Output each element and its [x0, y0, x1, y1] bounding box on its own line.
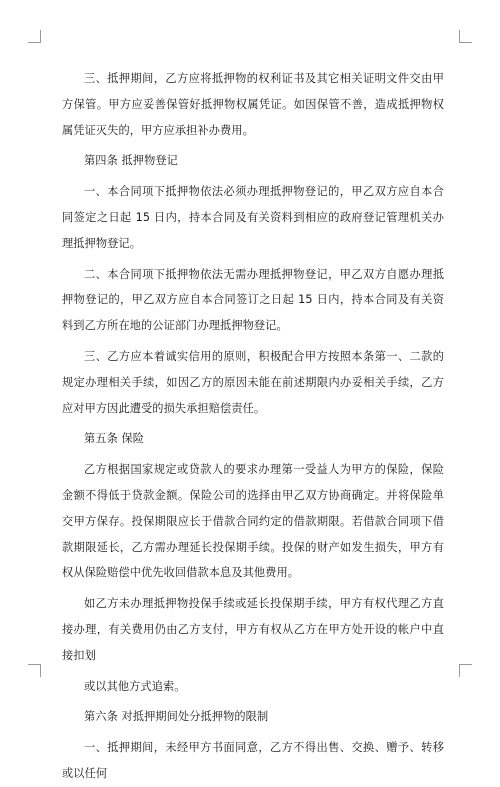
paragraph-disposal-restriction: 一、抵押期间，未经甲方书面同意，乙方不得出售、交换、赠予、转移或以任何: [62, 741, 444, 780]
document-page: [62, 66, 444, 787]
crop-mark-top-right: [459, 30, 472, 43]
section-heading-article-6: 第六条 对抵押期间处分抵押物的限制: [84, 710, 269, 724]
paragraph-mandatory-registration: 一、本合同项下抵押物依法必须办理抵押物登记的，甲乙双方应自本合同签定之日起 15 日内，持本合同及有关资料到相应的政府登记管理机关办理抵押物登记。: [62, 185, 444, 250]
paragraph-other-recourse: 或以其他方式追索。: [84, 679, 186, 693]
crop-mark-bottom-left: [28, 664, 41, 677]
paragraph-insurance-default: 如乙方未办理抵押物投保手续或延长投保期手续，甲方有权代理乙方直接办理，有关费用仍由乙方支付，甲方有权从乙方在甲方处开设的帐户中直接扣划: [62, 597, 444, 662]
crop-mark-bottom-right: [459, 664, 472, 677]
paragraph-cooperation-duty: 三、乙方应本着诚实信用的原则，积极配合甲方按照本条第一、二款的规定办理相关手续，如因乙方的原因未能在前述期限内办妥相关手续，乙方应对甲方因此遭受的损失承担赔偿责任。: [62, 349, 444, 415]
paragraph-custody-of-certificates: 三、抵押期间，乙方应将抵押物的权利证书及其它相关证明文件交由甲方保管。甲方应妥善保管好抵押物权属凭证。如因保管不善，造成抵押物权属凭证灭失的，甲方应承担补办费用。: [62, 72, 444, 137]
section-heading-article-5: 第五条 保险: [84, 432, 145, 446]
section-heading-article-4: 第四条 抵押物登记: [84, 154, 178, 168]
paragraph-insurance-requirements: 乙方根据国家规定或贷款人的要求办理第一受益人为甲方的保险，保险金额不得低于贷款金额。保险公司的选择由甲乙双方协商确定。并将保险单交甲方保存。投保期限应长于借款合同约定的借款期限。若借款合同项下借款期限延长，乙方需办理延长投保期手续。投保的财产如发生损失，甲方有权从保险赔偿中优先收回借款本息及其他费用。: [62, 463, 444, 580]
paragraph-voluntary-registration: 二、本合同项下抵押物依法无需办理抵押物登记，甲乙双方自愿办理抵押物登记的，甲乙双方应自本合同签订之日起 15 日内，持本合同及有关资料到乙方所在地的公证部门办理抵押物登记。: [62, 267, 444, 333]
crop-mark-top-left: [28, 30, 41, 43]
